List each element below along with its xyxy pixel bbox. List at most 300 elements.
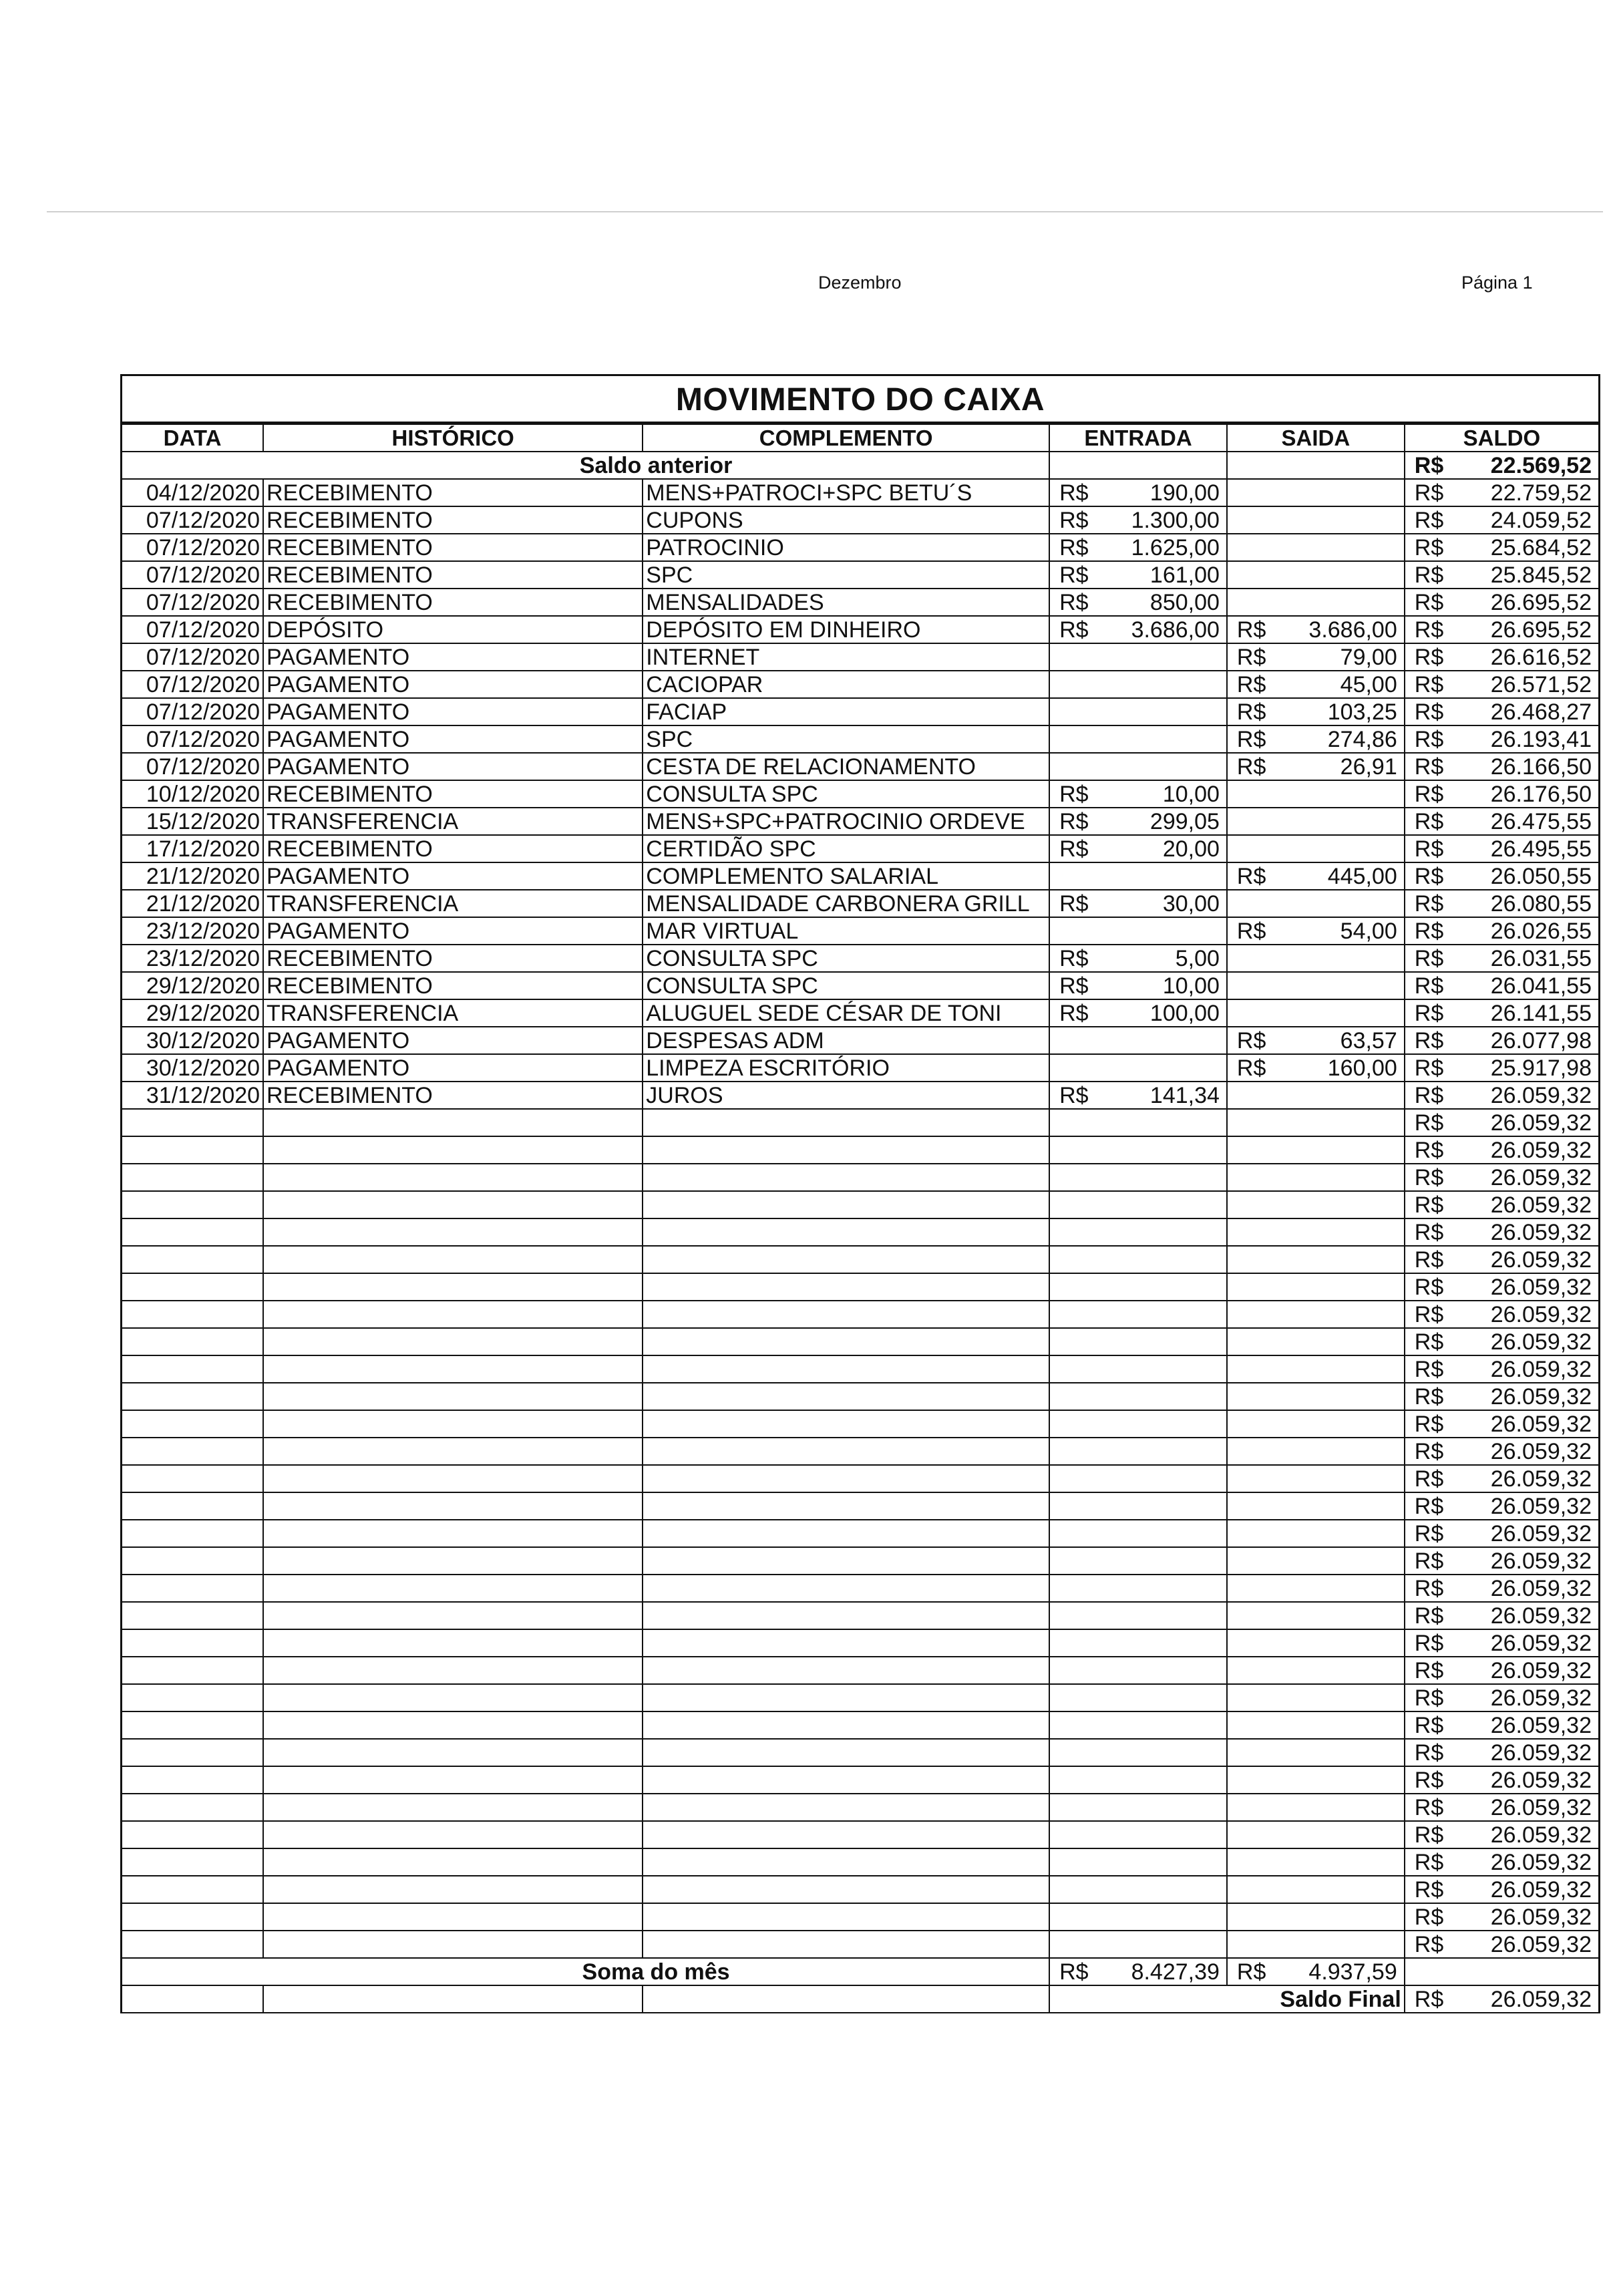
saldo-value: 26.059,32 — [1490, 1329, 1592, 1355]
blank-cell — [122, 1136, 263, 1164]
entrada-value: 5,00 — [1175, 945, 1220, 971]
blank-cell — [1227, 1438, 1405, 1465]
blank-cell — [1227, 1575, 1405, 1602]
blank-cell — [1227, 1520, 1405, 1547]
currency-symbol: R$ — [1414, 1575, 1444, 1601]
date-cell: 29/12/2020 — [122, 999, 263, 1027]
saida-cell — [1227, 1027, 1405, 1054]
currency-symbol: R$ — [1414, 1986, 1444, 2012]
date-cell: 21/12/2020 — [122, 890, 263, 917]
empty-row — [122, 1109, 1598, 1136]
historico-cell: PAGAMENTO — [263, 671, 643, 698]
blank-cell — [122, 1602, 263, 1629]
currency-symbol: R$ — [1414, 1740, 1444, 1766]
saldo-value: 26.080,55 — [1490, 890, 1592, 917]
blank-cell — [122, 1931, 263, 1958]
complemento-cell: FACIAP — [643, 698, 1049, 725]
blank-cell — [643, 1465, 1049, 1492]
table-row — [122, 917, 1598, 945]
table-row — [122, 506, 1598, 534]
blank-cell — [1227, 1383, 1405, 1410]
date-cell: 23/12/2020 — [122, 917, 263, 945]
currency-symbol: R$ — [1059, 617, 1089, 643]
blank-cell — [1049, 1355, 1227, 1383]
currency-symbol: R$ — [1414, 1630, 1444, 1656]
blank-cell — [122, 1301, 263, 1328]
currency-symbol: R$ — [1236, 918, 1266, 944]
blank-cell — [263, 1328, 643, 1355]
saldo-value: 26.059,32 — [1490, 1493, 1592, 1519]
currency-symbol: R$ — [1059, 480, 1089, 506]
empty-row — [122, 1657, 1598, 1684]
historico-cell: DEPÓSITO — [263, 616, 643, 643]
saldo-cell — [1405, 1027, 1598, 1054]
col-saida: SAIDA — [1227, 424, 1405, 452]
currency-symbol: R$ — [1059, 890, 1089, 917]
table-row — [122, 725, 1598, 753]
blank-cell — [1227, 1931, 1405, 1958]
currency-symbol: R$ — [1059, 534, 1089, 560]
blank-cell — [122, 1876, 263, 1903]
blank-cell — [122, 1739, 263, 1766]
blank-cell — [1227, 1602, 1405, 1629]
saldo-cell — [1405, 1903, 1598, 1931]
currency-symbol: R$ — [1414, 1027, 1444, 1053]
blank-cell — [643, 1684, 1049, 1711]
saldo-cell — [1405, 671, 1598, 698]
blank-cell — [1227, 452, 1405, 479]
saldo-cell — [1405, 1520, 1598, 1547]
blank-cell — [1227, 1191, 1405, 1218]
currency-symbol: R$ — [1236, 754, 1266, 780]
empty-row — [122, 1218, 1598, 1246]
currency-symbol: R$ — [1414, 1493, 1444, 1519]
saida-value: 79,00 — [1340, 644, 1397, 670]
saida-cell — [1227, 643, 1405, 671]
blank-cell — [122, 1766, 263, 1794]
blank-cell — [1227, 1629, 1405, 1657]
currency-symbol: R$ — [1414, 1466, 1444, 1492]
currency-symbol: R$ — [1059, 945, 1089, 971]
entrada-cell — [1049, 698, 1227, 725]
saida-cell — [1227, 999, 1405, 1027]
saida-cell — [1227, 1054, 1405, 1082]
blank-cell — [1049, 1465, 1227, 1492]
blank-cell — [122, 1794, 263, 1821]
currency-symbol: R$ — [1414, 671, 1444, 697]
historico-cell: TRANSFERENCIA — [263, 808, 643, 835]
blank-cell — [263, 1575, 643, 1602]
blank-cell — [1227, 1766, 1405, 1794]
empty-row — [122, 1711, 1598, 1739]
blank-cell — [263, 1164, 643, 1191]
complemento-cell: LIMPEZA ESCRITÓRIO — [643, 1054, 1049, 1082]
historico-cell: RECEBIMENTO — [263, 479, 643, 506]
saida-cell — [1227, 698, 1405, 725]
empty-row — [122, 1355, 1598, 1383]
complemento-cell: SPC — [643, 725, 1049, 753]
empty-row — [122, 1602, 1598, 1629]
empty-row — [122, 1876, 1598, 1903]
saldo-value: 26.026,55 — [1490, 918, 1592, 944]
saldo-cell — [1405, 1273, 1598, 1301]
saldo-value: 26.041,55 — [1490, 973, 1592, 999]
date-cell: 29/12/2020 — [122, 972, 263, 999]
blank-cell — [263, 1492, 643, 1520]
saldo-cell — [1405, 534, 1598, 561]
soma-entrada-cell — [1049, 1958, 1227, 1985]
entrada-cell — [1049, 589, 1227, 616]
currency-symbol: R$ — [1414, 754, 1444, 780]
saldo-cell — [1405, 1547, 1598, 1575]
empty-row — [122, 1438, 1598, 1465]
entrada-value: 299,05 — [1149, 808, 1220, 834]
blank-cell — [263, 1985, 643, 2013]
blank-cell — [263, 1438, 643, 1465]
ledger-table — [122, 424, 1598, 2013]
blank-cell — [643, 1547, 1049, 1575]
saldo-value: 26.059,32 — [1490, 1685, 1592, 1711]
saldo-value: 26.166,50 — [1490, 754, 1592, 780]
empty-row — [122, 1903, 1598, 1931]
currency-symbol: R$ — [1236, 726, 1266, 752]
blank-cell — [1227, 1903, 1405, 1931]
saldo-cell — [1405, 1465, 1598, 1492]
blank-cell — [1227, 1711, 1405, 1739]
blank-cell — [1227, 1410, 1405, 1438]
date-cell: 30/12/2020 — [122, 1054, 263, 1082]
col-saldo: SALDO — [1405, 424, 1598, 452]
currency-symbol: R$ — [1414, 1356, 1444, 1382]
blank-cell — [643, 1739, 1049, 1766]
blank-cell — [263, 1602, 643, 1629]
table-row — [122, 890, 1598, 917]
entrada-cell — [1049, 616, 1227, 643]
empty-row — [122, 1465, 1598, 1492]
blank-cell — [1049, 1602, 1227, 1629]
entrada-value: 190,00 — [1149, 480, 1220, 506]
table-row — [122, 479, 1598, 506]
empty-row — [122, 1136, 1598, 1164]
entrada-value: 30,00 — [1162, 890, 1220, 917]
date-cell: 10/12/2020 — [122, 780, 263, 808]
blank-cell — [122, 1273, 263, 1301]
saldo-value: 26.475,55 — [1490, 808, 1592, 834]
saida-cell — [1227, 835, 1405, 862]
currency-symbol: R$ — [1059, 973, 1089, 999]
blank-cell — [643, 1575, 1049, 1602]
saldo-cell — [1405, 808, 1598, 835]
historico-cell: PAGAMENTO — [263, 643, 643, 671]
saida-cell — [1227, 561, 1405, 589]
empty-row — [122, 1547, 1598, 1575]
blank-cell — [1049, 1383, 1227, 1410]
date-cell: 07/12/2020 — [122, 725, 263, 753]
currency-symbol: R$ — [1059, 781, 1089, 807]
date-cell: 23/12/2020 — [122, 945, 263, 972]
saldo-value: 26.059,32 — [1490, 1712, 1592, 1738]
historico-cell: PAGAMENTO — [263, 725, 643, 753]
blank-cell — [1049, 1492, 1227, 1520]
saldo-anterior-row — [122, 452, 1598, 479]
saldo-cell — [1405, 1766, 1598, 1794]
currency-symbol: R$ — [1059, 507, 1089, 533]
currency-symbol: R$ — [1236, 671, 1266, 697]
saldo-cell — [1405, 1328, 1598, 1355]
saldo-value: 26.059,32 — [1490, 1164, 1592, 1190]
currency-symbol: R$ — [1414, 1164, 1444, 1190]
blank-cell — [1227, 1218, 1405, 1246]
blank-cell — [122, 1355, 263, 1383]
historico-cell: PAGAMENTO — [263, 698, 643, 725]
currency-symbol: R$ — [1414, 890, 1444, 917]
col-data: DATA — [122, 424, 263, 452]
saldo-cell — [1405, 1794, 1598, 1821]
saldo-value: 25.917,98 — [1490, 1055, 1592, 1081]
saida-value: 26,91 — [1340, 754, 1397, 780]
table-row — [122, 753, 1598, 780]
currency-symbol: R$ — [1414, 507, 1444, 533]
blank-cell — [1049, 1164, 1227, 1191]
saldo-cell — [1405, 1931, 1598, 1958]
date-cell: 07/12/2020 — [122, 616, 263, 643]
currency-symbol: R$ — [1414, 617, 1444, 643]
empty-row — [122, 1191, 1598, 1218]
blank-cell — [1227, 1876, 1405, 1903]
historico-cell: RECEBIMENTO — [263, 780, 643, 808]
empty-row — [122, 1931, 1598, 1958]
entrada-value: 141,34 — [1149, 1082, 1220, 1108]
blank-cell — [122, 1958, 263, 1985]
entrada-cell — [1049, 999, 1227, 1027]
soma-row — [122, 1958, 1598, 1985]
blank-cell — [643, 1629, 1049, 1657]
blank-cell — [1049, 1821, 1227, 1848]
entrada-value: 3.686,00 — [1131, 617, 1220, 643]
complemento-cell: MAR VIRTUAL — [643, 917, 1049, 945]
historico-cell: PAGAMENTO — [263, 1054, 643, 1082]
blank-cell — [643, 1301, 1049, 1328]
blank-cell — [263, 1629, 643, 1657]
saida-cell — [1227, 506, 1405, 534]
blank-cell — [122, 1903, 263, 1931]
blank-cell — [263, 1410, 643, 1438]
date-cell: 07/12/2020 — [122, 698, 263, 725]
currency-symbol: R$ — [1414, 1000, 1444, 1026]
saldo-cell — [1405, 589, 1598, 616]
blank-cell — [122, 1492, 263, 1520]
currency-symbol: R$ — [1414, 1274, 1444, 1300]
entrada-value: 10,00 — [1162, 781, 1220, 807]
blank-cell — [1049, 1903, 1227, 1931]
complemento-cell: CONSULTA SPC — [643, 972, 1049, 999]
saida-cell — [1227, 917, 1405, 945]
historico-cell: PAGAMENTO — [263, 917, 643, 945]
blank-cell — [643, 1876, 1049, 1903]
date-cell: 07/12/2020 — [122, 561, 263, 589]
currency-symbol: R$ — [1414, 534, 1444, 560]
saldo-value: 26.059,32 — [1490, 1876, 1592, 1903]
saldo-value: 26.031,55 — [1490, 945, 1592, 971]
blank-cell — [1227, 1684, 1405, 1711]
complemento-cell: CUPONS — [643, 506, 1049, 534]
blank-cell — [1049, 1575, 1227, 1602]
blank-cell — [263, 1766, 643, 1794]
saida-cell — [1227, 616, 1405, 643]
blank-cell — [1049, 1547, 1227, 1575]
saldo-cell — [1405, 917, 1598, 945]
blank-cell — [122, 1328, 263, 1355]
historico-cell: RECEBIMENTO — [263, 589, 643, 616]
saldo-cell — [1405, 1821, 1598, 1848]
blank-cell — [263, 1657, 643, 1684]
blank-cell — [263, 1931, 643, 1958]
currency-symbol: R$ — [1414, 1849, 1444, 1875]
entrada-cell — [1049, 753, 1227, 780]
col-entrada: ENTRADA — [1049, 424, 1227, 452]
blank-cell — [643, 1602, 1049, 1629]
saldo-cell — [1405, 479, 1598, 506]
saldo-cell — [1405, 1739, 1598, 1766]
blank-cell — [122, 1218, 263, 1246]
saida-cell — [1227, 753, 1405, 780]
currency-symbol: R$ — [1414, 1520, 1444, 1546]
empty-row — [122, 1520, 1598, 1547]
entrada-cell — [1049, 972, 1227, 999]
blank-cell — [263, 1246, 643, 1273]
saldo-value: 26.059,32 — [1490, 1931, 1592, 1957]
currency-symbol: R$ — [1414, 1904, 1444, 1930]
blank-cell — [122, 1848, 263, 1876]
entrada-cell — [1049, 561, 1227, 589]
saida-value: 445,00 — [1327, 863, 1397, 889]
date-cell: 07/12/2020 — [122, 534, 263, 561]
blank-cell — [263, 1109, 643, 1136]
historico-cell: RECEBIMENTO — [263, 561, 643, 589]
blank-cell — [122, 1821, 263, 1848]
blank-cell — [122, 1547, 263, 1575]
saldo-cell — [1405, 835, 1598, 862]
saldo-cell — [1405, 1301, 1598, 1328]
currency-symbol: R$ — [1414, 918, 1444, 944]
date-cell: 07/12/2020 — [122, 671, 263, 698]
currency-symbol: R$ — [1414, 863, 1444, 889]
table-row — [122, 616, 1598, 643]
saldo-cell — [1405, 1657, 1598, 1684]
empty-row — [122, 1328, 1598, 1355]
col-complemento: COMPLEMENTO — [643, 424, 1049, 452]
currency-symbol: R$ — [1414, 1110, 1444, 1136]
entrada-cell — [1049, 808, 1227, 835]
saida-value: 3.686,00 — [1308, 617, 1397, 643]
currency-symbol: R$ — [1236, 644, 1266, 670]
saldo-value: 26.059,32 — [1490, 1082, 1592, 1108]
empty-row — [122, 1164, 1598, 1191]
currency-symbol: R$ — [1059, 589, 1089, 615]
saldo-cell — [1405, 753, 1598, 780]
blank-cell — [1049, 1246, 1227, 1273]
saldo-cell — [1405, 972, 1598, 999]
empty-row — [122, 1794, 1598, 1821]
saldo-cell — [1405, 1492, 1598, 1520]
entrada-cell — [1049, 725, 1227, 753]
saldo-cell — [1405, 945, 1598, 972]
saida-cell — [1227, 479, 1405, 506]
entrada-value: 1.300,00 — [1131, 507, 1220, 533]
blank-cell — [122, 1684, 263, 1711]
currency-symbol: R$ — [1414, 1329, 1444, 1355]
blank-cell — [643, 1136, 1049, 1164]
blank-cell — [263, 1355, 643, 1383]
saldo-value: 26.059,32 — [1490, 1247, 1592, 1273]
empty-row — [122, 1273, 1598, 1301]
blank-cell — [122, 1985, 263, 2013]
currency-symbol: R$ — [1236, 699, 1266, 725]
empty-row — [122, 1410, 1598, 1438]
saida-cell — [1227, 945, 1405, 972]
saldo-value: 26.695,52 — [1490, 617, 1592, 643]
soma-saida-value: 4.937,59 — [1308, 1959, 1397, 1985]
saldo-anterior-cell — [1405, 452, 1598, 479]
blank-cell — [1049, 1438, 1227, 1465]
saldo-value: 26.193,41 — [1490, 726, 1592, 752]
blank-cell — [643, 1520, 1049, 1547]
col-historico: HISTÓRICO — [263, 424, 643, 452]
top-rule — [47, 211, 1603, 212]
saldo-anterior-value: 22.569,52 — [1490, 452, 1592, 478]
blank-cell — [263, 1711, 643, 1739]
blank-cell — [1049, 1739, 1227, 1766]
date-cell: 07/12/2020 — [122, 753, 263, 780]
currency-symbol: R$ — [1414, 1548, 1444, 1574]
saida-value: 54,00 — [1340, 918, 1397, 944]
complemento-cell: DESPESAS ADM — [643, 1027, 1049, 1054]
currency-symbol: R$ — [1414, 480, 1444, 506]
blank-cell — [263, 1848, 643, 1876]
entrada-cell — [1049, 506, 1227, 534]
saldo-value: 25.845,52 — [1490, 562, 1592, 588]
saldo-value: 26.571,52 — [1490, 671, 1592, 697]
saldo-value: 26.077,98 — [1490, 1027, 1592, 1053]
blank-cell — [1049, 1410, 1227, 1438]
currency-symbol: R$ — [1414, 1876, 1444, 1903]
saldo-value: 26.059,32 — [1490, 1548, 1592, 1574]
blank-cell — [643, 1218, 1049, 1246]
complemento-cell: CERTIDÃO SPC — [643, 835, 1049, 862]
empty-row — [122, 1629, 1598, 1657]
blank-cell — [643, 1711, 1049, 1739]
currency-symbol: R$ — [1059, 1000, 1089, 1026]
currency-symbol: R$ — [1059, 1082, 1089, 1108]
blank-cell — [1405, 1958, 1598, 1985]
currency-symbol: R$ — [1414, 1055, 1444, 1081]
table-row — [122, 671, 1598, 698]
currency-symbol: R$ — [1059, 808, 1089, 834]
date-cell: 21/12/2020 — [122, 862, 263, 890]
empty-row — [122, 1492, 1598, 1520]
historico-cell: RECEBIMENTO — [263, 534, 643, 561]
table-row — [122, 643, 1598, 671]
saldo-value: 26.059,32 — [1490, 1849, 1592, 1875]
entrada-value: 20,00 — [1162, 836, 1220, 862]
entrada-cell — [1049, 479, 1227, 506]
column-header-row — [122, 424, 1598, 452]
blank-cell — [643, 1191, 1049, 1218]
saldo-cell — [1405, 643, 1598, 671]
historico-cell: RECEBIMENTO — [263, 1082, 643, 1109]
blank-cell — [122, 1629, 263, 1657]
currency-symbol: R$ — [1414, 726, 1444, 752]
